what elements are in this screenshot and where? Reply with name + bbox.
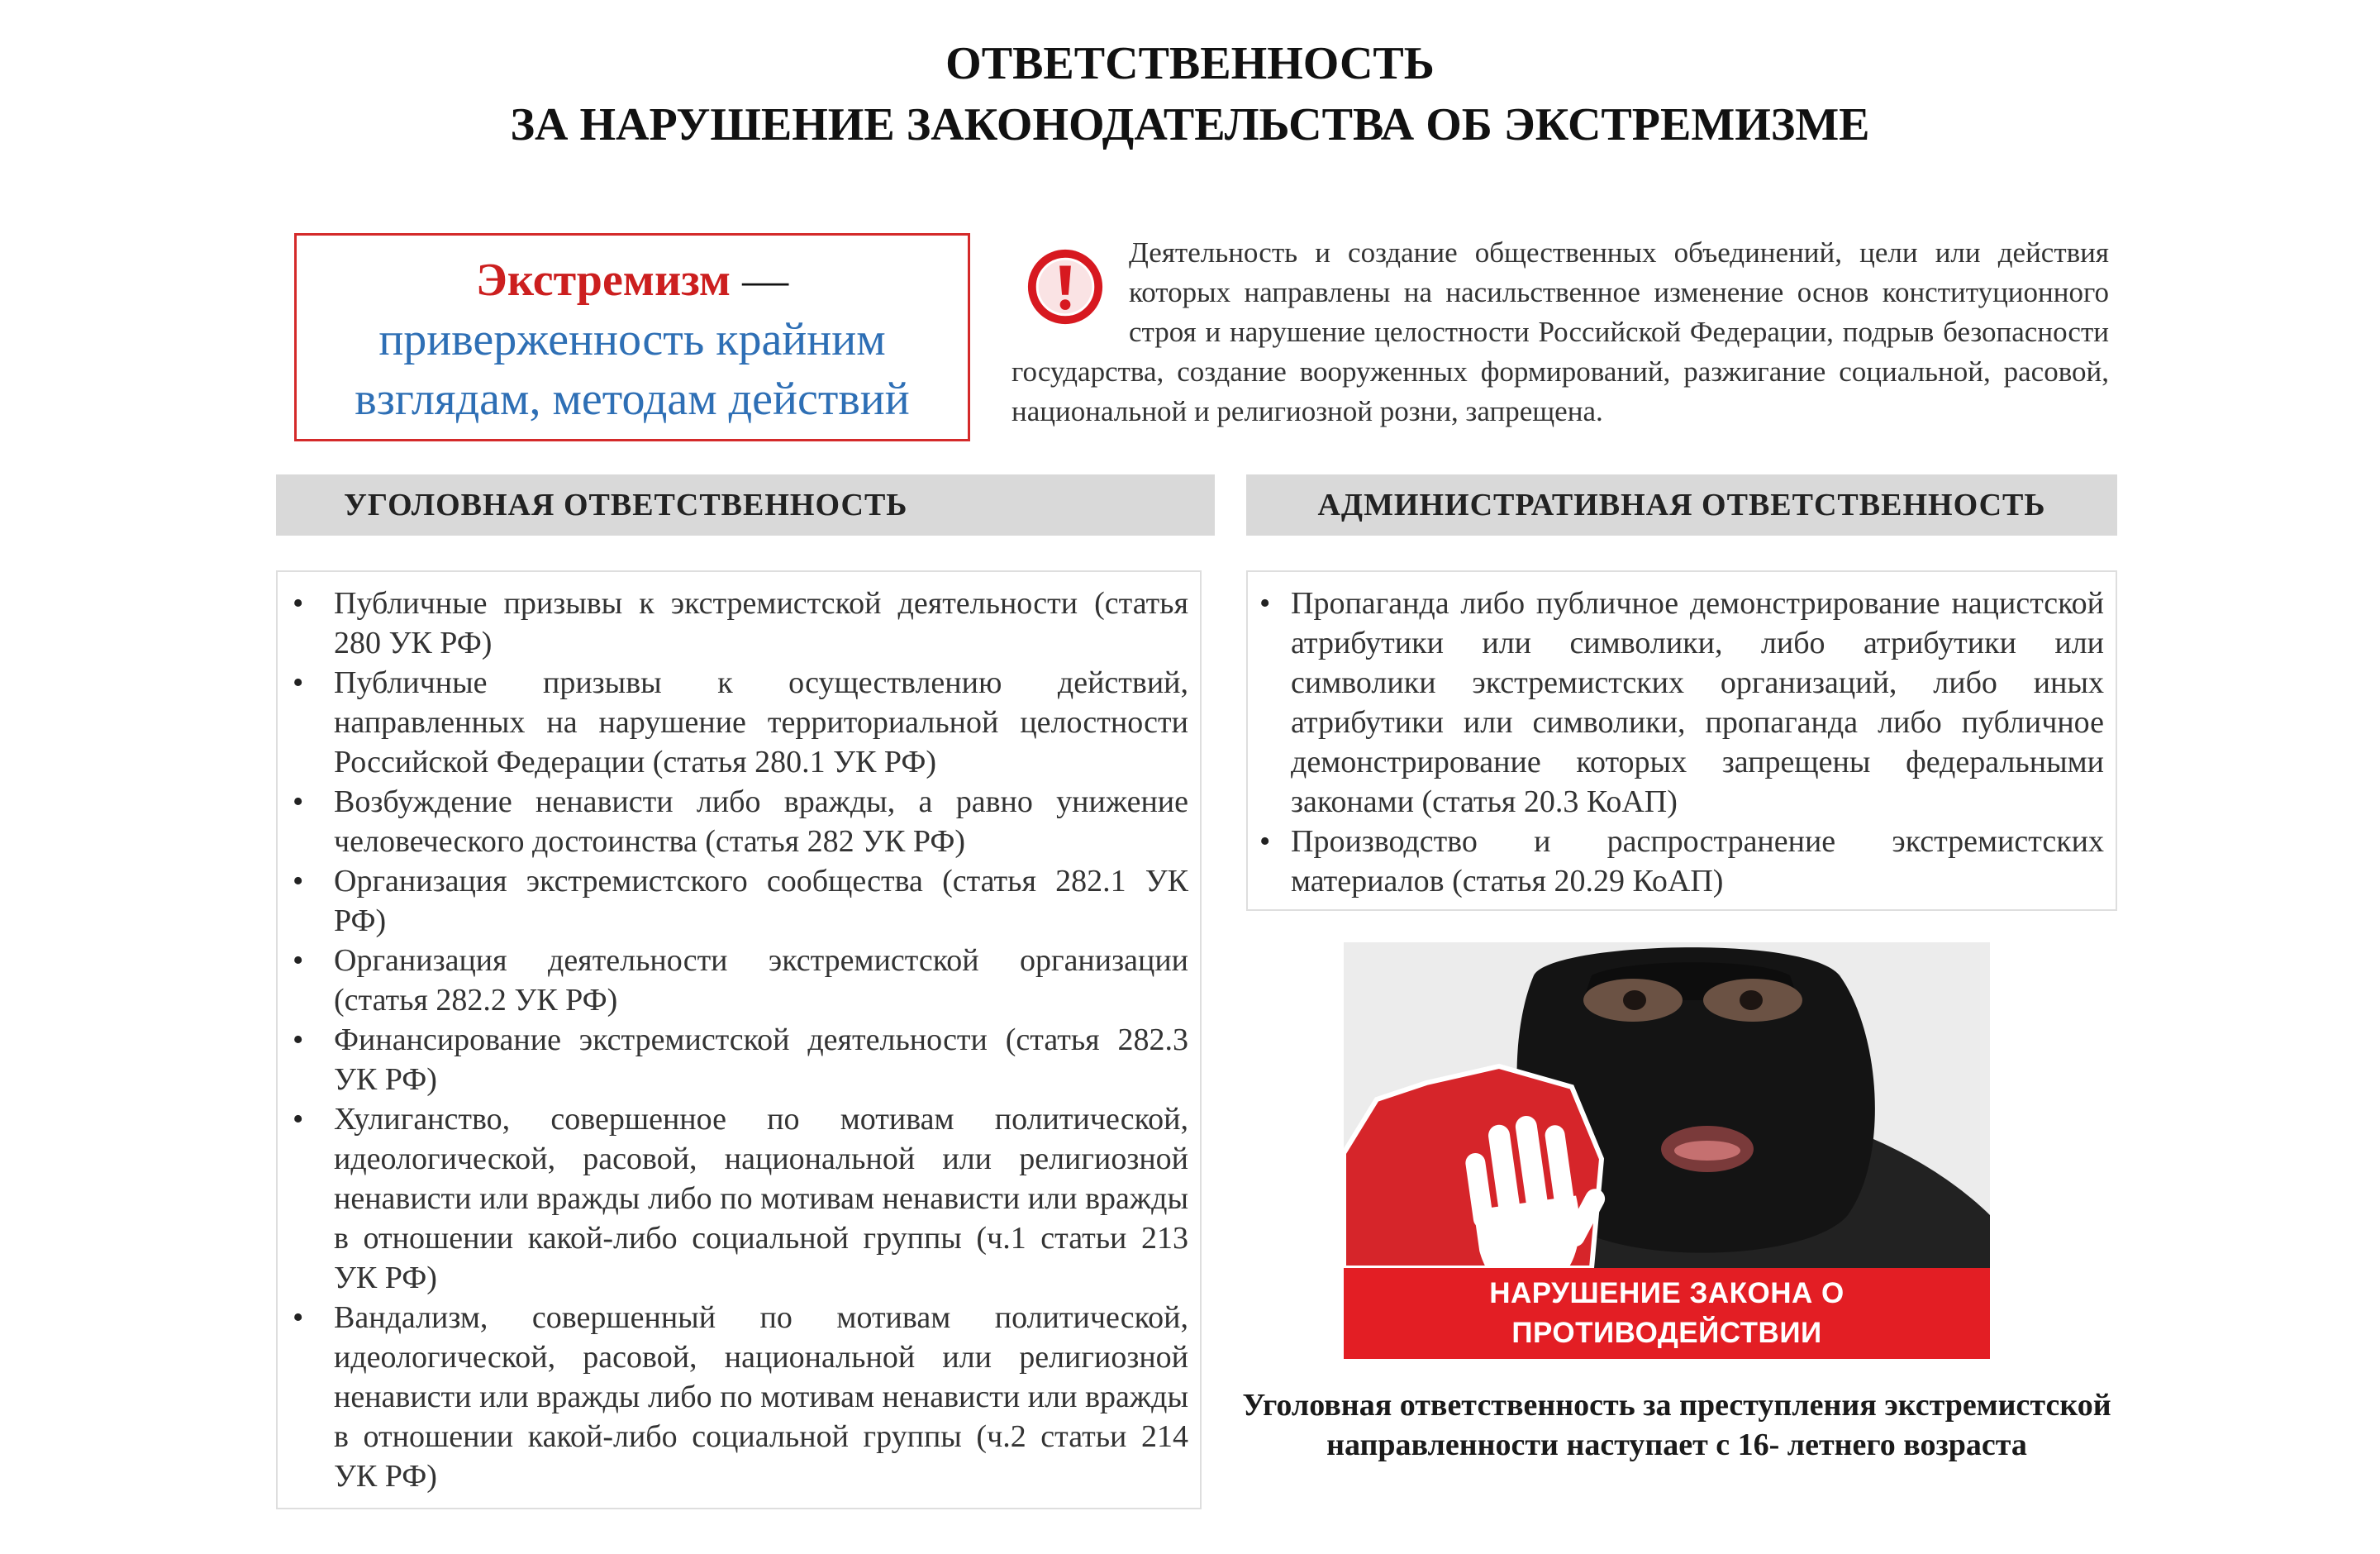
definition-term: Экстремизм [475, 255, 731, 306]
poster-caption-line1: НАРУШЕНИЕ ЗАКОНА О ПРОТИВОДЕЙСТВИИ [1489, 1277, 1844, 1349]
administrative-list-panel [1246, 570, 2117, 911]
page-title [0, 33, 2380, 155]
intro-text: Деятельность и создание общественных объединений, цели или действия которых направлены на насильственное изменение основ конституционного строя и нарушение целостности Российской Федерации, подрыв безопасности государства, создание вооруженных формирований, разжигание социальной, расовой, национальной и религиозной розни, запрещена. [1011, 236, 2109, 427]
administrative-heading: АДМИНИСТРАТИВНАЯ ОТВЕТСТВЕННОСТЬ [1246, 474, 2117, 536]
poster-image [1344, 942, 1990, 1389]
definition-text: приверженность крайним взглядам, методам действий [355, 314, 910, 425]
administrative-list [1248, 572, 2116, 901]
list-item: • Хулиганство, совершенное по мотивам политической, идеологической, расовой, национальной или религиозной ненависти или вражды либо по мотивам ненависти или вражды в отношении какой-либо социальной группы (ч.1 статьи 213 УК РФ) [334, 1099, 1188, 1298]
criminal-heading: УГОЛОВНАЯ ОТВЕТСТВЕННОСТЬ [276, 474, 1215, 536]
intro-paragraph [1011, 233, 2109, 431]
criminal-list [278, 572, 1200, 1496]
list-item: • Организация деятельности экстремистской организации (статья 282.2 УК РФ) [334, 941, 1188, 1020]
list-item: • Производство и распространение экстремистских материалов (статья 20.29 КоАП) [1291, 822, 2104, 901]
definition-box [294, 233, 970, 441]
poster-caption-line2: ЭКСТРЕМИЗМУ И ТЕРРОРИЗМУ [1435, 1356, 1899, 1389]
list-item: • Организация экстремистского сообщества (статья 282.1 УК РФ) [334, 861, 1188, 941]
list-item: • Публичные призывы к экстремистской деятельности (статья 280 УК РФ) [334, 584, 1188, 663]
definition-dash: — [731, 255, 789, 306]
poster-caption [1344, 1268, 1990, 1389]
page-title-line2: ЗА НАРУШЕНИЕ ЗАКОНОДАТЕЛЬСТВА ОБ ЭКСТРЕМИЗМЕ [510, 99, 1870, 150]
criminal-list-panel [276, 570, 1202, 1509]
list-item: • Вандализм, совершенный по мотивам политической, идеологической, расовой, национальной или религиозной ненависти или вражды либо по мотивам ненависти или вражды в отношении какой-либо социальной группы (ч.2 статьи 214 УК РФ) [334, 1298, 1188, 1496]
age-note: Уголовная ответственность за преступления экстремистской направленности наступает с 16- летнего возраста [1242, 1388, 2111, 1462]
page-title-line1: ОТВЕТСТВЕННОСТЬ [945, 38, 1435, 89]
list-item: • Пропаганда либо публичное демонстрирование нацистской атрибутики или символики, либо атрибутики или символики экстремистских организаций, либо иных атрибутики или символики, пропаганда либо публичное демонстрирование которых запрещены федеральными законами (статья 20.3 КоАП) [1291, 584, 2104, 822]
list-item: • Финансирование экстремистской деятельности (статья 282.3 УК РФ) [334, 1020, 1188, 1099]
list-item: • Публичные призывы к осуществлению действий, направленных на нарушение территориальной целостности Российской Федерации (статья 280.1 УК РФ) [334, 663, 1188, 782]
list-item: • Возбуждение ненависти либо вражды, а равно унижение человеческого достоинства (статья 282 УК РФ) [334, 782, 1188, 861]
masked-person-illustration [1344, 942, 1990, 1268]
